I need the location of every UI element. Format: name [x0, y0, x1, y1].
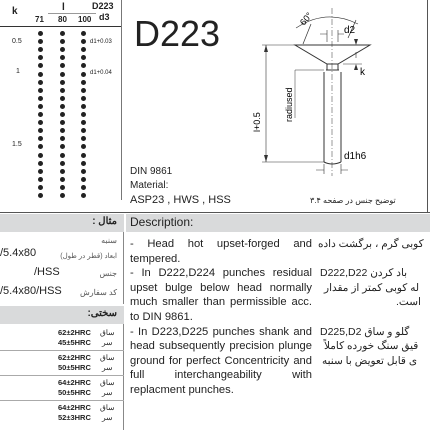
din-standard: DIN 9861 — [130, 166, 173, 177]
availability-dot — [81, 161, 86, 166]
availability-dot — [38, 185, 43, 190]
availability-dot — [81, 153, 86, 158]
persian-line-1: کوبی گرم ، برگشت داده — [318, 238, 424, 250]
col-header-k: k — [12, 6, 18, 17]
hardness-value-head: 45±5HRC — [58, 338, 91, 347]
col-header-l-80: 80 — [58, 15, 67, 24]
product-code: D223 — [134, 13, 221, 54]
persian-line-5: D225,D2 گلو و ساق — [320, 326, 410, 338]
d1-label: d1h6 — [344, 151, 367, 162]
col-header-d3: d3 — [99, 12, 110, 22]
availability-dot — [60, 169, 65, 174]
availability-dot — [38, 63, 43, 68]
example-row-material-label: جنس — [99, 269, 117, 278]
availability-dot — [60, 72, 65, 77]
example-row-dims-label: ابعاد (قطر در طول) — [60, 253, 117, 260]
availability-dot — [81, 136, 86, 141]
availability-dot — [81, 39, 86, 44]
availability-dot — [81, 144, 86, 149]
description-text — [130, 237, 312, 398]
hardness-title: سختی: — [87, 308, 117, 319]
availability-dot — [60, 63, 65, 68]
availability-dot — [38, 47, 43, 52]
hardness-row-divider — [0, 400, 124, 401]
col-header-l-71: 71 — [35, 15, 44, 24]
hardness-value-shank: 62±2HRC — [58, 328, 91, 337]
example-panel — [0, 214, 124, 304]
availability-dot — [60, 128, 65, 133]
availability-dot — [60, 136, 65, 141]
availability-dot — [38, 169, 43, 174]
col-header-l-100: 100 — [78, 15, 92, 24]
example-row-order-label: کد سفارش — [79, 288, 117, 297]
availability-dot — [38, 161, 43, 166]
persian-line-3: له کوبی کمتر از مقدار — [324, 282, 420, 294]
availability-dot — [60, 47, 65, 52]
divider-vertical-right — [427, 0, 428, 212]
availability-dot — [60, 185, 65, 190]
availability-dot — [81, 31, 86, 36]
material-value: ASP23 , HWS , HSS — [130, 194, 231, 206]
availability-dot — [81, 128, 86, 133]
availability-dot — [81, 96, 86, 101]
hardness-row-divider — [0, 350, 124, 351]
availability-dot — [38, 177, 43, 182]
hardness-label-shank: ساق — [100, 328, 115, 337]
availability-dot — [60, 88, 65, 93]
availability-dot — [38, 31, 43, 36]
availability-dot — [60, 153, 65, 158]
hardness-label-shank: ساق — [100, 378, 115, 387]
col-header-l: l — [62, 2, 65, 13]
example-row-punch: سنبه — [101, 236, 117, 245]
availability-dot — [60, 39, 65, 44]
example-row-material-value: /HSS — [34, 266, 60, 278]
availability-dot — [38, 153, 43, 158]
persian-line-6: قیق سنگ خورده کاملاً — [324, 340, 419, 352]
availability-dot — [38, 88, 43, 93]
hardness-label-head: سر — [102, 388, 113, 397]
hardness-value-head: 50±5HRC — [58, 388, 91, 397]
availability-dot — [81, 72, 86, 77]
hardness-panel — [0, 306, 124, 430]
hardness-label-shank: ساق — [100, 403, 115, 412]
col-header-d223: D223 — [92, 1, 114, 11]
availability-dot — [81, 47, 86, 52]
l-label: l+0.5 — [252, 112, 262, 132]
description-paragraph-1: - Head hot upset-forged and tempered. — [130, 238, 312, 265]
availability-dot — [60, 104, 65, 109]
example-title: مثال : — [92, 216, 117, 227]
persian-line-4: است. — [396, 296, 421, 308]
availability-dot — [60, 120, 65, 125]
availability-dot — [38, 193, 43, 198]
hardness-label-head: سر — [102, 363, 113, 372]
availability-dot — [60, 161, 65, 166]
hardness-label-shank: ساق — [100, 353, 115, 362]
radiused-label: radiused — [284, 87, 294, 122]
availability-dot — [38, 136, 43, 141]
hardness-value-shank: 62±2HRC — [58, 353, 91, 362]
punch-drawing — [240, 0, 430, 210]
availability-dot — [60, 177, 65, 182]
hardness-value-head: 52±3HRC — [58, 413, 91, 422]
availability-dot — [38, 144, 43, 149]
availability-dot — [81, 55, 86, 60]
size-table — [0, 0, 122, 200]
availability-dot — [60, 112, 65, 117]
availability-dot — [60, 144, 65, 149]
material-note: توضیح جنس در صفحه ۳.۴ — [310, 196, 396, 205]
availability-dot — [81, 80, 86, 85]
description-title: Description: — [130, 215, 194, 229]
hardness-value-head: 50±5HRC — [58, 363, 91, 372]
d2-label: d2 — [344, 25, 356, 36]
availability-dot — [38, 128, 43, 133]
availability-dot — [38, 80, 43, 85]
availability-dot — [81, 177, 86, 182]
hardness-row-divider — [0, 375, 124, 376]
hardness-value-shank: 64±2HRC — [58, 403, 91, 412]
description-paragraph-2: - In D222,D224 punches residual upset bulge below head normally much smaller than permissible acc. to DIN 9861. — [130, 267, 312, 323]
availability-dot — [81, 169, 86, 174]
d1-tolerance-1: d1+0.03 — [90, 39, 112, 45]
persian-line-2: D222,D22 باد کردن — [320, 267, 408, 279]
material-label: Material: — [130, 180, 169, 191]
persian-line-7: ی قابل تعویض با سنبه — [322, 355, 418, 367]
angle-label: 60° — [297, 10, 315, 28]
availability-dot — [60, 96, 65, 101]
availability-dot — [38, 120, 43, 125]
availability-dot — [38, 72, 43, 77]
availability-dot — [81, 104, 86, 109]
d1-tolerance-2: d1+0.04 — [90, 70, 112, 76]
example-row-dims-value: /5.4x80 — [0, 247, 37, 259]
availability-dot — [38, 104, 43, 109]
availability-dot — [81, 193, 86, 198]
hardness-label-head: سر — [102, 413, 113, 422]
availability-dot — [81, 185, 86, 190]
k-value-1-5: 1.5 — [12, 141, 22, 148]
availability-dot — [81, 112, 86, 117]
availability-dot — [38, 55, 43, 60]
hardness-label-head: سر — [102, 338, 113, 347]
hardness-value-shank: 64±2HRC — [58, 378, 91, 387]
availability-dot — [81, 120, 86, 125]
availability-dot — [60, 193, 65, 198]
availability-dot — [60, 80, 65, 85]
availability-dot — [60, 31, 65, 36]
persian-description — [318, 237, 430, 407]
description-paragraph-3: - In D223,D225 punches shank and head subsequently precision plunge ground for perfect Concentricity and full interchangeability with replacment punches. — [130, 325, 312, 396]
availability-dot — [38, 96, 43, 101]
availability-dot — [38, 112, 43, 117]
availability-dot — [81, 63, 86, 68]
availability-dot — [81, 88, 86, 93]
availability-dot — [60, 55, 65, 60]
divider-horizontal — [0, 212, 430, 213]
k-value-0-5: 0.5 — [12, 38, 22, 45]
example-row-order-value: /5.4x80/HSS — [0, 285, 62, 297]
k-value-1: 1 — [16, 68, 20, 75]
availability-dot — [38, 39, 43, 44]
k-label: k — [360, 67, 365, 78]
